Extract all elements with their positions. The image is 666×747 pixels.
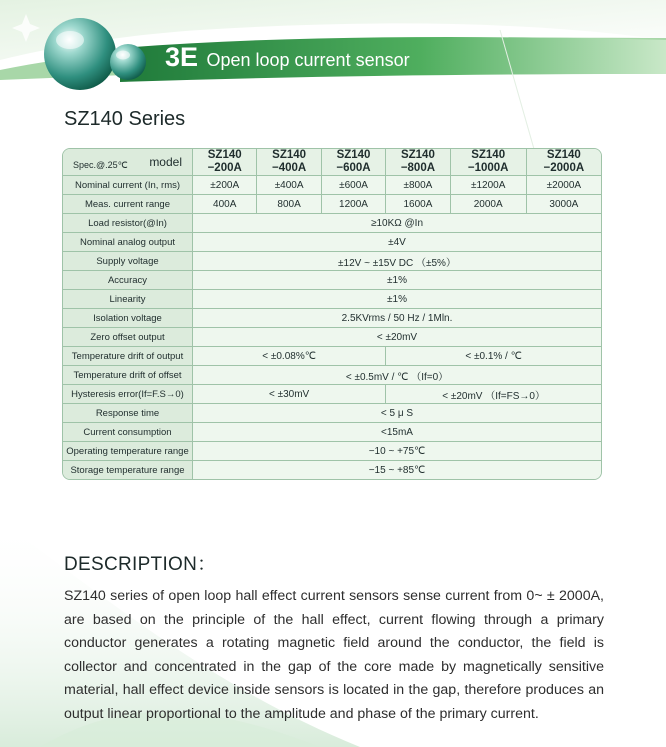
spec-label-cell: Operating temperature range: [63, 442, 193, 461]
spec-label: Spec.@.25℃: [73, 160, 128, 170]
model-header-cell: [193, 149, 257, 176]
spec-value-cell: < ±30mV: [193, 385, 386, 404]
model-rating: −200A: [207, 162, 242, 174]
spec-row: [63, 252, 601, 271]
spec-value-cell: ±200A: [193, 176, 257, 195]
spec-value-cell: ±1200A: [451, 176, 527, 195]
spec-value-cell: 1600A: [386, 195, 450, 214]
description-text: SZ140 series of open loop hall effect current sensors sense current from 0~ ± 2000A, are based on the principle of the hall effect, current flowing through a primary conductor generates a rotating magnetic field around the conductor, the field is collector and concentrated in the gap of the core made by magnetically sensitive material, hall effect device inside sensors is located in the gap, therefore produces an output linear proportional to the amplitude and phase of the primary current.: [64, 588, 604, 722]
spec-label-cell: Isolation voltage: [63, 309, 193, 328]
spec-row: [63, 176, 601, 195]
spec-row: [63, 233, 601, 252]
spec-row: [63, 461, 601, 479]
spec-value-cell: <15mA: [193, 423, 601, 442]
spec-label-cell: Hysteresis error(If=F.S→0): [63, 385, 193, 404]
series-title: SZ140 Series: [64, 108, 186, 130]
model-name: SZ140: [400, 149, 435, 161]
spec-label-cell: Load resistor(@In): [63, 214, 193, 233]
spec-value-cell: 3000A: [527, 195, 601, 214]
spec-value-cell: ≥10KΩ @In: [193, 214, 601, 233]
model-header-cell: [257, 149, 321, 176]
spec-value-cell: < ±0.08%℃: [193, 347, 386, 366]
spec-label-cell: Current consumption: [63, 423, 193, 442]
spec-label-cell: Linearity: [63, 290, 193, 309]
spec-row: [63, 347, 601, 366]
model-name: SZ140: [546, 149, 581, 161]
spec-value-cell: < 5 μ S: [193, 404, 601, 423]
spec-value-cell: ±4V: [193, 233, 601, 252]
model-name: SZ140: [207, 149, 242, 161]
spec-value-cell: ±1%: [193, 290, 601, 309]
logo-spheres-icon: [40, 12, 160, 96]
spec-label-cell: Storage temperature range: [63, 461, 193, 479]
spec-label-cell: Temperature drift of offset: [63, 366, 193, 385]
model-name: SZ140: [272, 149, 307, 161]
spec-value-cell: ±400A: [257, 176, 321, 195]
spec-value-cell: 2000A: [451, 195, 527, 214]
model-header-cell: [527, 149, 601, 176]
spec-value-cell: < ±0.1% / ℃: [386, 347, 601, 366]
spec-value-cell: ±2000A: [527, 176, 601, 195]
spec-value-cell: ±800A: [386, 176, 450, 195]
spec-value-cell: 1200A: [322, 195, 386, 214]
spec-value-cell: 400A: [193, 195, 257, 214]
model-label: model: [149, 155, 182, 169]
section-name: Open loop current sensor: [206, 50, 410, 70]
spec-label-cell: Nominal analog output: [63, 233, 193, 252]
model-name: SZ140: [471, 149, 506, 161]
spec-row: [63, 328, 601, 347]
spec-row: [63, 404, 601, 423]
model-rating: −400A: [272, 162, 307, 174]
model-header-cell: [386, 149, 450, 176]
model-rating: −600A: [336, 162, 371, 174]
model-spec-corner: [63, 149, 193, 176]
spec-label-cell: Meas. current range: [63, 195, 193, 214]
spec-row: [63, 271, 601, 290]
model-header-row: [63, 149, 601, 176]
section-code: 3E: [165, 42, 199, 72]
spec-label-cell: Nominal current (In, rms): [63, 176, 193, 195]
model-header-cell: [322, 149, 386, 176]
spec-value-cell: < ±20mV: [193, 328, 601, 347]
model-rating: −2000A: [543, 162, 585, 174]
spec-value-cell: < ±0.5mV / ℃ （If=0）: [193, 366, 601, 385]
spec-label-cell: Accuracy: [63, 271, 193, 290]
spec-value-cell: ±12V ~ ±15V DC （±5%）: [193, 252, 601, 271]
spec-label-cell: Temperature drift of output: [63, 347, 193, 366]
model-rating: −800A: [400, 162, 436, 174]
spec-value-cell: −15 ~ +85℃: [193, 461, 601, 479]
spec-label-cell: Supply voltage: [63, 252, 193, 271]
spec-row: [63, 366, 601, 385]
section-title: [165, 42, 410, 73]
model-name: SZ140: [336, 149, 371, 161]
model-rating: −1000A: [467, 162, 509, 174]
spec-value-cell: 800A: [257, 195, 321, 214]
spec-value-cell: ±1%: [193, 271, 601, 290]
spec-row: [63, 214, 601, 233]
spec-row: [63, 423, 601, 442]
spec-table: [62, 148, 602, 480]
spec-row: [63, 442, 601, 461]
model-header-cell: [451, 149, 527, 176]
spec-label-cell: Response time: [63, 404, 193, 423]
spec-value-cell: −10 ~ +75℃: [193, 442, 601, 461]
spec-value-cell: < ±20mV （If=FS→0）: [386, 385, 601, 404]
spec-row: [63, 309, 601, 328]
description-heading: DESCRIPTION：: [64, 554, 217, 575]
spec-row: [63, 195, 601, 214]
spec-label-cell: Zero offset output: [63, 328, 193, 347]
spec-row: [63, 385, 601, 404]
spec-value-cell: 2.5KVrms / 50 Hz / 1Mln.: [193, 309, 601, 328]
spec-row: [63, 290, 601, 309]
spec-value-cell: ±600A: [322, 176, 386, 195]
